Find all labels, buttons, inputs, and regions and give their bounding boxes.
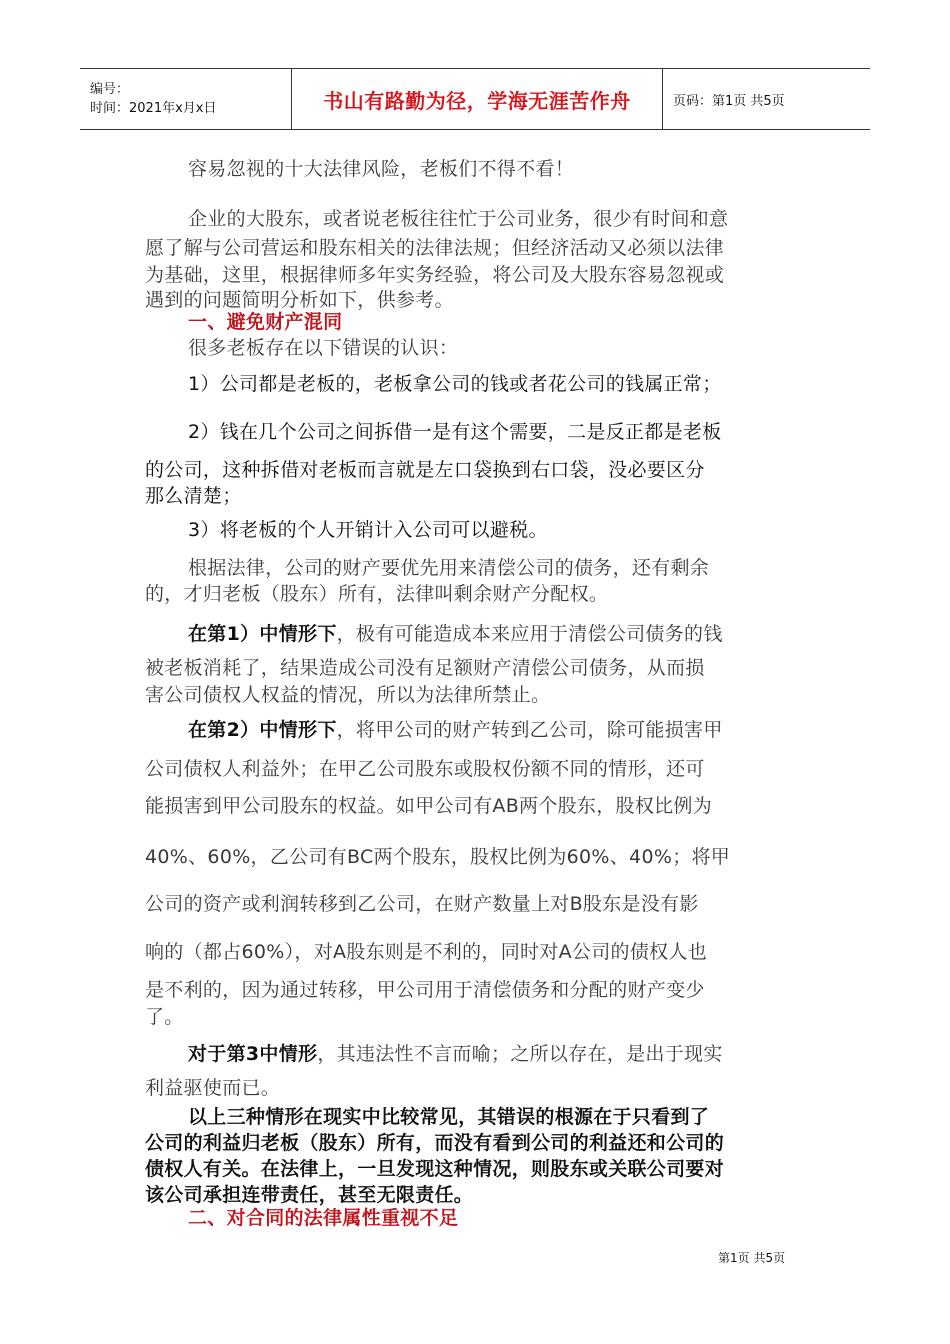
paragraph-line [188,1039,723,1066]
header-meta [80,69,291,129]
intro-line: 愿了解与公司营运和股东相关的法律法规；但经济活动又必须以法律 [145,237,725,259]
intro-line: 企业的大股东，或者说老板往往忙于公司业务，很少有时间和意 [188,208,729,230]
page-label: 页码：第1页 共5页 [673,93,785,109]
list-item-continued: 那么清楚； [145,485,242,507]
case-lead: 对于第3中情形 [188,1043,318,1065]
summary-line: 以上三种情形在现实中比较常见，其错误的根源在于只看到了 [188,1106,710,1128]
page-header [80,68,870,130]
time-label: 时间：2021年x月x日 [90,101,217,116]
paragraph-line: 的，才归老板（股东）所有，法律叫剩余财产分配权。 [145,583,609,605]
list-item: 1）公司都是老板的，老板拿公司的钱或者花公司的钱属正常； [188,373,722,395]
paragraph-line [188,619,723,646]
summary-line: 债权人有关。在法律上，一旦发现这种情况，则股东或关联公司要对 [145,1158,725,1180]
paragraph-line: 害公司债权人权益的情况，所以为法律所禁止。 [145,684,551,706]
summary-line: 该公司承担连带责任，甚至无限责任。 [145,1184,474,1206]
motto: 书山有路勤为径，学海无涯苦作舟 [323,88,631,113]
number-label: 编号： [90,82,130,97]
section-heading: 二、对合同的法律属性重视不足 [188,1207,459,1229]
page-footer: 第1页 共5页 [718,1251,786,1265]
list-item-continued: 的公司，这种拆借对老板而言就是左口袋换到右口袋，没必要区分 [145,459,705,481]
paragraph-line: 根据法律，公司的财产要优先用来清偿公司的债务，还有剩余 [188,557,710,579]
header-page-cell [663,69,870,129]
paragraph-line: 能损害到甲公司股东的权益。如甲公司有AB两个股东，股权比例为 [145,795,713,817]
paragraph-line: 公司债权人利益外；在甲乙公司股东或股权份额不同的情形，还可 [145,758,705,780]
case-lead: 在第1）中情形下 [188,623,337,645]
paragraph-line: 被老板消耗了，结果造成公司没有足额财产清偿公司债务，从而损 [145,657,705,679]
summary-line: 公司的利益归老板（股东）所有，而没有看到公司的利益还和公司的 [145,1132,725,1154]
intro-line: 遇到的问题简明分析如下，供参考。 [145,289,454,311]
intro-line: 为基础，这里，根据律师多年实务经验，将公司及大股东容易忽视或 [145,264,725,286]
paragraph-line: 利益驱使而已。 [145,1077,281,1099]
paragraph-line [188,715,723,742]
case-text: ，其违法性不言而喻；之所以存在，是出于现实 [317,1043,723,1065]
section-heading: 一、避免财产混同 [188,311,343,333]
paragraph-line: 了。 [145,1006,184,1028]
list-item: 3）将老板的个人开销计入公司可以避税。 [188,519,548,541]
header-motto-cell [291,69,663,129]
case-lead: 在第2）中情形下 [188,719,337,741]
paragraph-line: 很多老板存在以下错误的认识： [188,337,459,359]
paragraph-line: 公司的资产或利润转移到乙公司，在财产数量上对B股东是没有影 [145,893,699,915]
case-text: ，极有可能造成本来应用于清偿公司债务的钱 [336,623,723,645]
paragraph-line: 40%、60%，乙公司有BC两个股东，股权比例为60%、40%；将甲 [145,846,731,868]
paragraph-line: 响的（都占60%），对A股东则是不利的，同时对A公司的债权人也 [145,941,708,963]
doc-title: 容易忽视的十大法律风险，老板们不得不看！ [188,158,575,180]
list-item: 2）钱在几个公司之间拆借一是有这个需要，二是反正都是老板 [188,421,722,443]
case-text: ，将甲公司的财产转到乙公司，除可能损害甲 [336,719,723,741]
paragraph-line: 是不利的，因为通过转移，甲公司用于清偿债务和分配的财产变少 [145,979,705,1001]
